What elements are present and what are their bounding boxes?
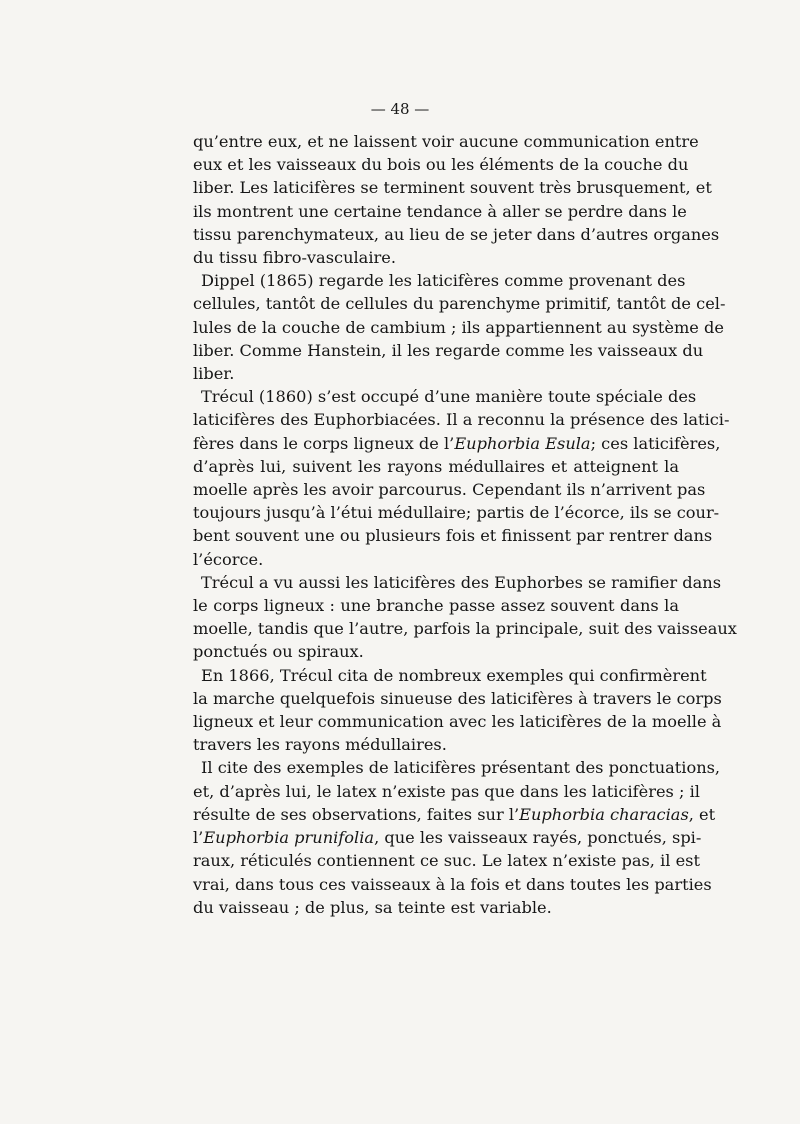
- text-segment: vrai, dans tous ces vaisseaux à la fois et dans toutes les parties: [193, 874, 712, 894]
- text-segment: fères dans le corps ligneux de l’: [193, 433, 455, 453]
- text-line: [193, 362, 679, 385]
- text-line: [193, 153, 689, 176]
- text-line: [193, 385, 697, 408]
- text-segment: bent souvent une ou plusieurs fois et finissent par rentrer dans: [193, 526, 713, 546]
- text-line: [193, 130, 699, 153]
- text-line: [193, 594, 679, 617]
- text-segment: lules de la couche de cambium ; ils appartiennent au système de: [193, 317, 724, 337]
- text-line: [193, 292, 726, 315]
- text-line: [193, 223, 720, 246]
- text-line: [193, 849, 700, 872]
- italic-text: Euphorbia Esula: [454, 433, 591, 453]
- text-line: [193, 896, 679, 919]
- text-line: [193, 780, 700, 803]
- text-segment: raux, réticulés contiennent ce suc. Le latex n’existe pas, il est: [193, 851, 700, 871]
- text-line: [193, 803, 716, 826]
- text-segment: Trécul (1860) s’est occupé d’une manière toute spéciale des: [201, 387, 697, 407]
- text-line: [193, 408, 730, 431]
- text-line: [193, 548, 679, 571]
- text-segment: laticifères des Euphorbiacées. Il a reconnu la présence des latici-: [193, 410, 730, 430]
- text-line: [193, 246, 679, 269]
- text-line: [193, 316, 724, 339]
- text-segment: liber. Les laticifères se terminent souvent très brusquement, et: [193, 178, 712, 198]
- page-number: — 48 —: [370, 100, 430, 118]
- text-line: [193, 501, 720, 524]
- text-segment: et, d’après lui, le latex n’existe pas que dans les laticifères ; il: [193, 781, 700, 801]
- text-line: [193, 432, 721, 455]
- text-line: [193, 733, 679, 756]
- text-segment: résulte de ses observations, faites sur l’: [193, 804, 520, 824]
- text-line: [193, 664, 707, 687]
- text-segment: ponctués ou spiraux.: [193, 642, 364, 662]
- italic-text: Euphorbia characias: [519, 804, 689, 824]
- text-segment: ils montrent une certaine tendance à aller se perdre dans le: [193, 201, 687, 221]
- text-segment: tissu parenchymateux, au lieu de se jeter dans d’autres organes: [193, 224, 720, 244]
- text-line: [193, 710, 722, 733]
- italic-text: Euphorbia prunifolia: [203, 828, 375, 848]
- text-segment: toujours jusqu’à l’étui médullaire; partis de l’écorce, ils se cour-: [193, 503, 720, 523]
- text-segment: d’après lui, suivent les rayons médullaires et atteignent la: [193, 456, 679, 476]
- text-line: [193, 873, 712, 896]
- text-segment: , et: [688, 804, 716, 824]
- text-segment: , que les vaisseaux rayés, ponctués, spi-: [374, 828, 702, 848]
- text-segment: la marche quelquefois sinueuse des laticifères à travers le corps: [193, 688, 722, 708]
- text-segment: Trécul a vu aussi les laticifères des Euphorbes se ramifier dans: [201, 572, 722, 592]
- text-segment: En 1866, Trécul cita de nombreux exemples qui confirmèrent: [201, 665, 707, 685]
- text-line: [193, 478, 706, 501]
- text-line: [193, 571, 722, 594]
- text-segment: liber. Comme Hanstein, il les regarde comme les vaisseaux du: [193, 340, 704, 360]
- body-text: [193, 130, 737, 919]
- text-line: [193, 455, 679, 478]
- text-line: [193, 269, 686, 292]
- text-segment: du tissu fibro-vasculaire.: [193, 248, 396, 268]
- text-line: [193, 617, 737, 640]
- text-segment: travers les rayons médullaires.: [193, 735, 447, 755]
- text-segment: le corps ligneux : une branche passe assez souvent dans la: [193, 596, 679, 616]
- text-segment: eux et les vaisseaux du bois ou les éléments de la couche du: [193, 155, 689, 175]
- text-segment: Il cite des exemples de laticifères présentant des ponctuations,: [201, 758, 721, 778]
- text-line: [193, 176, 712, 199]
- text-segment: liber.: [193, 364, 235, 384]
- text-segment: l’: [193, 828, 204, 848]
- text-line: [193, 826, 702, 849]
- text-segment: ligneux et leur communication avec les laticifères de la moelle à: [193, 712, 722, 732]
- text-segment: cellules, tantôt de cellules du parenchyme primitif, tantôt de cel-: [193, 294, 726, 314]
- text-line: [193, 640, 679, 663]
- text-segment: Dippel (1865) regarde les laticifères comme provenant des: [201, 271, 686, 291]
- text-line: [193, 756, 721, 779]
- text-segment: moelle après les avoir parcourus. Cependant ils n’arrivent pas: [193, 480, 706, 500]
- text-segment: qu’entre eux, et ne laissent voir aucune communication entre: [193, 132, 699, 151]
- text-line: [193, 524, 713, 547]
- text-line: [193, 687, 722, 710]
- text-segment: moelle, tandis que l’autre, parfois la principale, suit des vaisseaux: [193, 619, 737, 639]
- text-segment: du vaisseau ; de plus, sa teinte est variable.: [193, 897, 552, 917]
- text-segment: ; ces laticifères,: [590, 433, 721, 453]
- text-line: [193, 339, 704, 362]
- text-segment: l’écorce.: [193, 549, 264, 569]
- text-line: [193, 200, 687, 223]
